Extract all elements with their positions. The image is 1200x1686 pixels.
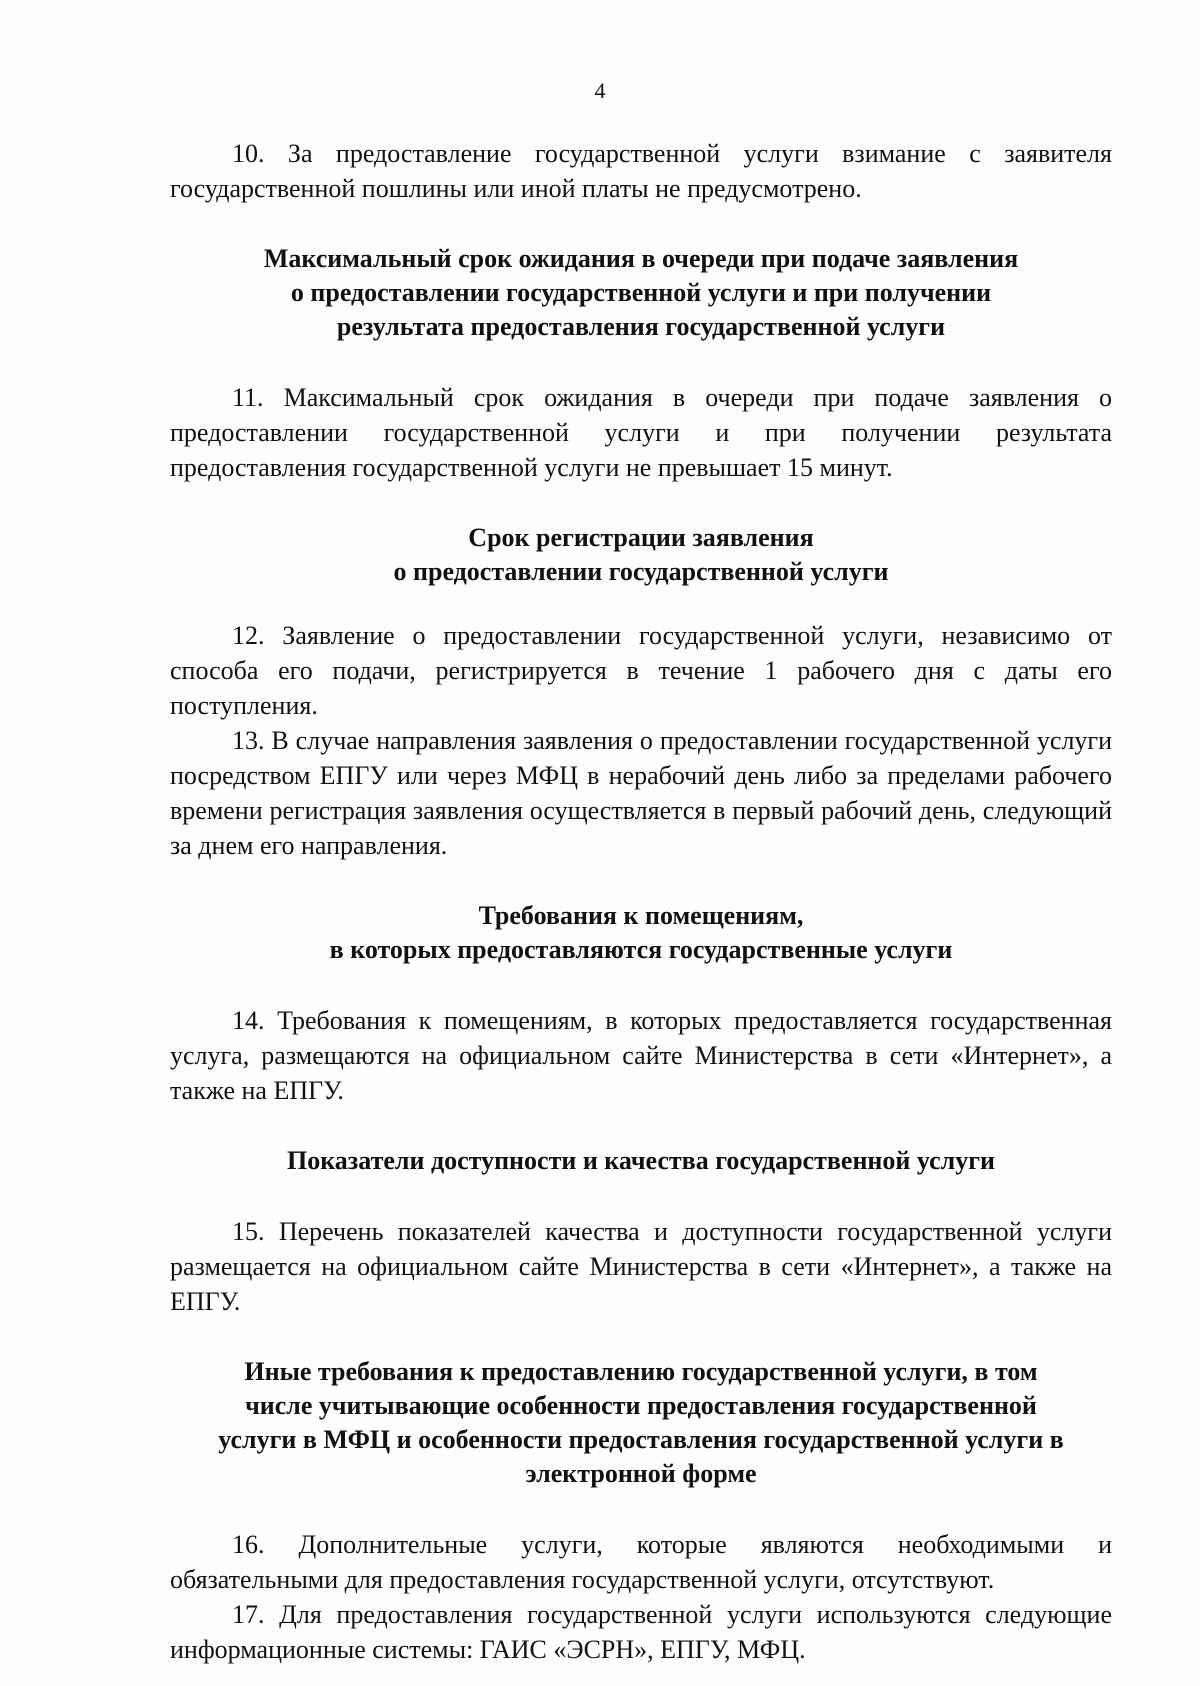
heading-line: в которых предоставляются государственные услуги [329, 935, 953, 964]
heading-registration-term [170, 521, 1112, 589]
paragraph-15: 15. Перечень показателей качества и доступности государственной услуги размещается на официальном сайте Министерства в сети «Интернет», а также на ЕПГУ. [170, 1217, 1112, 1316]
heading-line: Требования к помещениям, [478, 901, 804, 930]
paragraph-14: 14. Требования к помещениям, в которых предоставляется государственная услуга, размещаются на официальном сайте Министерства в сети «Интернет», а также на ЕПГУ. [170, 1006, 1112, 1105]
heading-line: электронной форме [525, 1459, 757, 1488]
page-number: 4 [594, 78, 606, 103]
heading-line: Срок регистрации заявления [468, 523, 814, 552]
heading-other-requirements [170, 1355, 1112, 1491]
heading-queue-waiting-time [170, 242, 1112, 344]
heading-line: числе учитывающие особенности предоставления государственной [245, 1391, 1037, 1420]
heading-line: о предоставлении государственной услуги и при получении [290, 278, 992, 307]
heading-accessibility-indicators [170, 1144, 1112, 1178]
heading-line: о предоставлении государственной услуги [393, 557, 889, 586]
heading-line: результата предоставления государственной услуги [336, 312, 946, 341]
paragraph-11: 11. Максимальный срок ожидания в очереди при подаче заявления о предоставлении государственной услуги и при получении результата предоставления государственной услуги не превышает 15 минут. [170, 383, 1112, 482]
document-body [170, 136, 1112, 1667]
heading-line: Показатели доступности и качества государственной услуги [286, 1146, 996, 1175]
paragraph-16: 16. Дополнительные услуги, которые являются необходимыми и обязательными для предоставления государственной услуги, отсутствуют. [170, 1530, 1112, 1594]
heading-line: услуги в МФЦ и особенности предоставления государственной услуги в [218, 1425, 1064, 1454]
heading-line: Иные требования к предоставлению государственной услуги, в том [244, 1357, 1038, 1386]
paragraph-10: 10. За предоставление государственной услуги взимание с заявителя государственной пошлины или иной платы не предусмотрено. [170, 139, 1112, 203]
heading-premises-requirements [170, 899, 1112, 967]
paragraph-17: 17. Для предоставления государственной услуги используются следующие информационные системы: ГАИС «ЭСРН», ЕПГУ, МФЦ. [170, 1600, 1112, 1664]
paragraph-13: 13. В случае направления заявления о предоставлении государственной услуги посредством ЕПГУ или через МФЦ в нерабочий день либо за пределами рабочего времени регистрация заявления осуществляется в первый рабочий день, следующий за днем его направления. [170, 726, 1112, 860]
heading-line: Максимальный срок ожидания в очереди при подаче заявления [263, 244, 1019, 273]
paragraph-12: 12. Заявление о предоставлении государственной услуги, независимо от способа его подачи, регистрируется в течение 1 рабочего дня с даты его поступления. [170, 621, 1112, 720]
